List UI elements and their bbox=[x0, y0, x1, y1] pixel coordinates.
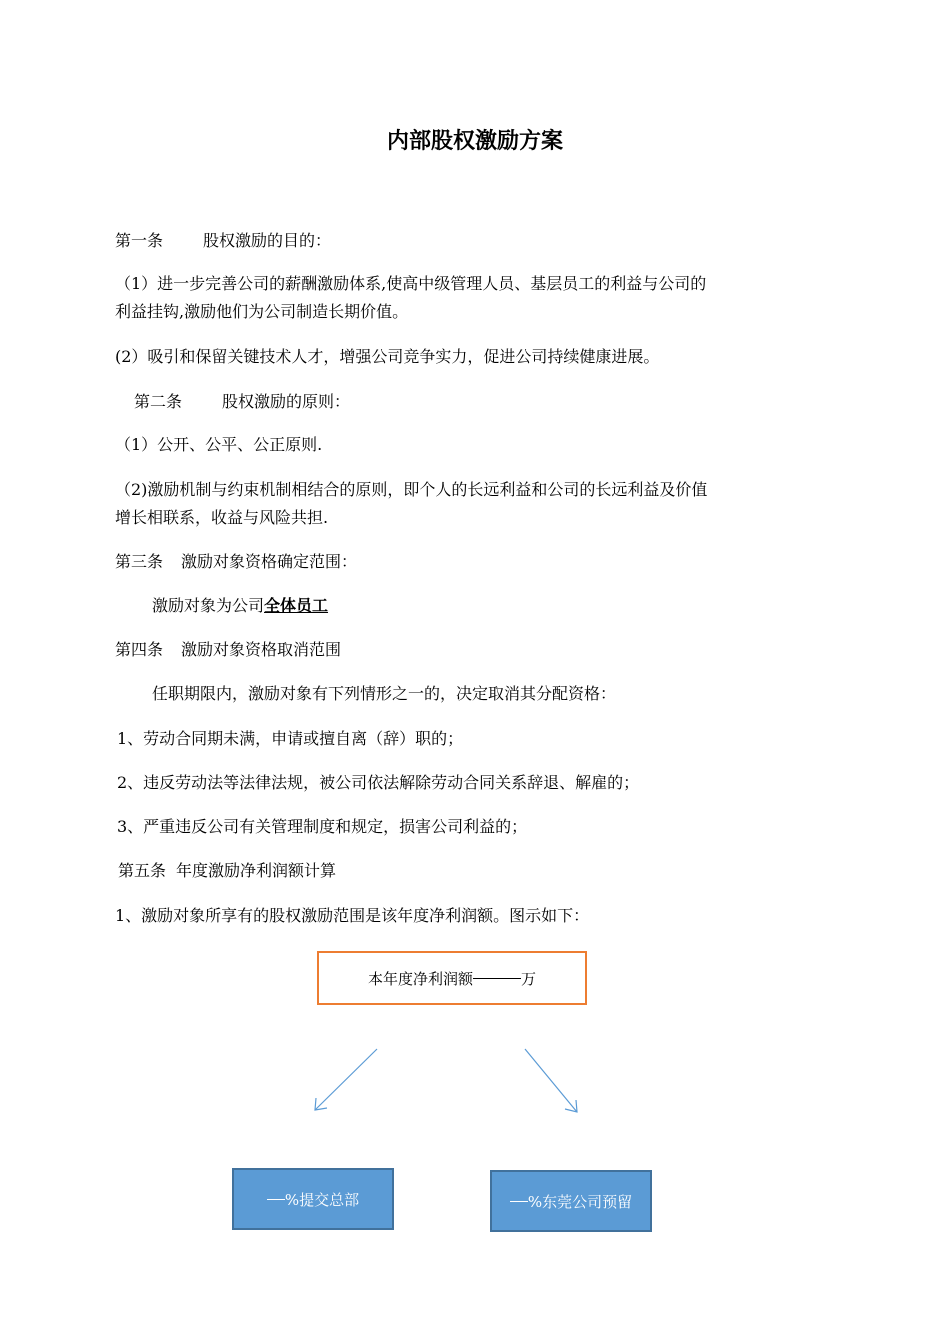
article-2-para-1: （1）公开、公平、公正原则. bbox=[115, 435, 323, 454]
article-4-intro: 任职期限内，激励对象有下列情形之一的，决定取消其分配资格： bbox=[152, 684, 617, 703]
article-1-number: 第一条 bbox=[115, 231, 164, 250]
article-5-title: 年度激励净利润额计算 bbox=[176, 861, 337, 880]
dongguan-reserve-label: %东莞公司预留 bbox=[527, 1192, 633, 1211]
article-2-para-2-line-1: （2)激励机制与约束机制相结合的原则，即个人的长远利益和公司的长远利益及价值 bbox=[115, 480, 708, 499]
article-5-number: 第五条 bbox=[118, 861, 167, 880]
article-3-body-text: 激励对象为公司 bbox=[152, 596, 265, 615]
net-profit-unit: 万 bbox=[521, 969, 537, 988]
left-arrow bbox=[315, 1049, 377, 1110]
article-3-number: 第三条 bbox=[115, 552, 164, 571]
article-1-para-2: (2）吸引和保留关键技术人才，增强公司竞争实力，促进公司持续健康进展。 bbox=[115, 347, 660, 366]
dongguan-reserve-blank bbox=[510, 1201, 528, 1202]
article-1-para-1-line-1: （1）进一步完善公司的薪酬激励体系,使高中级管理人员、基层员工的利益与公司的 bbox=[115, 274, 707, 293]
headquarters-share-label: %提交总部 bbox=[284, 1190, 360, 1209]
article-3-title: 激励对象资格确定范围： bbox=[181, 552, 358, 571]
article-2-para-2-line-2: 增长相联系，收益与风险共担. bbox=[115, 508, 329, 527]
article-4-item: 2、违反劳动法等法律法规，被公司依法解除劳动合同关系辞退、解雇的； bbox=[117, 773, 640, 792]
headquarters-share-box bbox=[232, 1168, 394, 1230]
article-3-emphasis: 全体员工 bbox=[264, 596, 329, 615]
dongguan-reserve-box bbox=[490, 1170, 652, 1232]
article-2-title: 股权激励的原则： bbox=[222, 392, 351, 411]
document-title: 内部股权激励方案 bbox=[386, 128, 563, 154]
article-4-item: 3、严重违反公司有关管理制度和规定，损害公司利益的； bbox=[117, 817, 528, 836]
headquarters-share-blank bbox=[267, 1199, 285, 1200]
article-1-para-1-line-2: 利益挂钩,激励他们为公司制造长期价值。 bbox=[115, 302, 409, 321]
article-4-number: 第四条 bbox=[115, 640, 164, 659]
article-4-title: 激励对象资格取消范围 bbox=[181, 640, 342, 659]
article-1-title: 股权激励的目的： bbox=[203, 231, 332, 250]
right-arrow bbox=[525, 1049, 577, 1112]
article-2-number: 第二条 bbox=[134, 392, 183, 411]
article-4-item: 1、劳动合同期未满，申请或擅自离（辞）职的； bbox=[117, 729, 464, 748]
net-profit-label: 本年度净利润额 bbox=[367, 969, 473, 988]
article-5-para-1: 1、激励对象所享有的股权激励范围是该年度净利润额。图示如下： bbox=[115, 906, 590, 925]
